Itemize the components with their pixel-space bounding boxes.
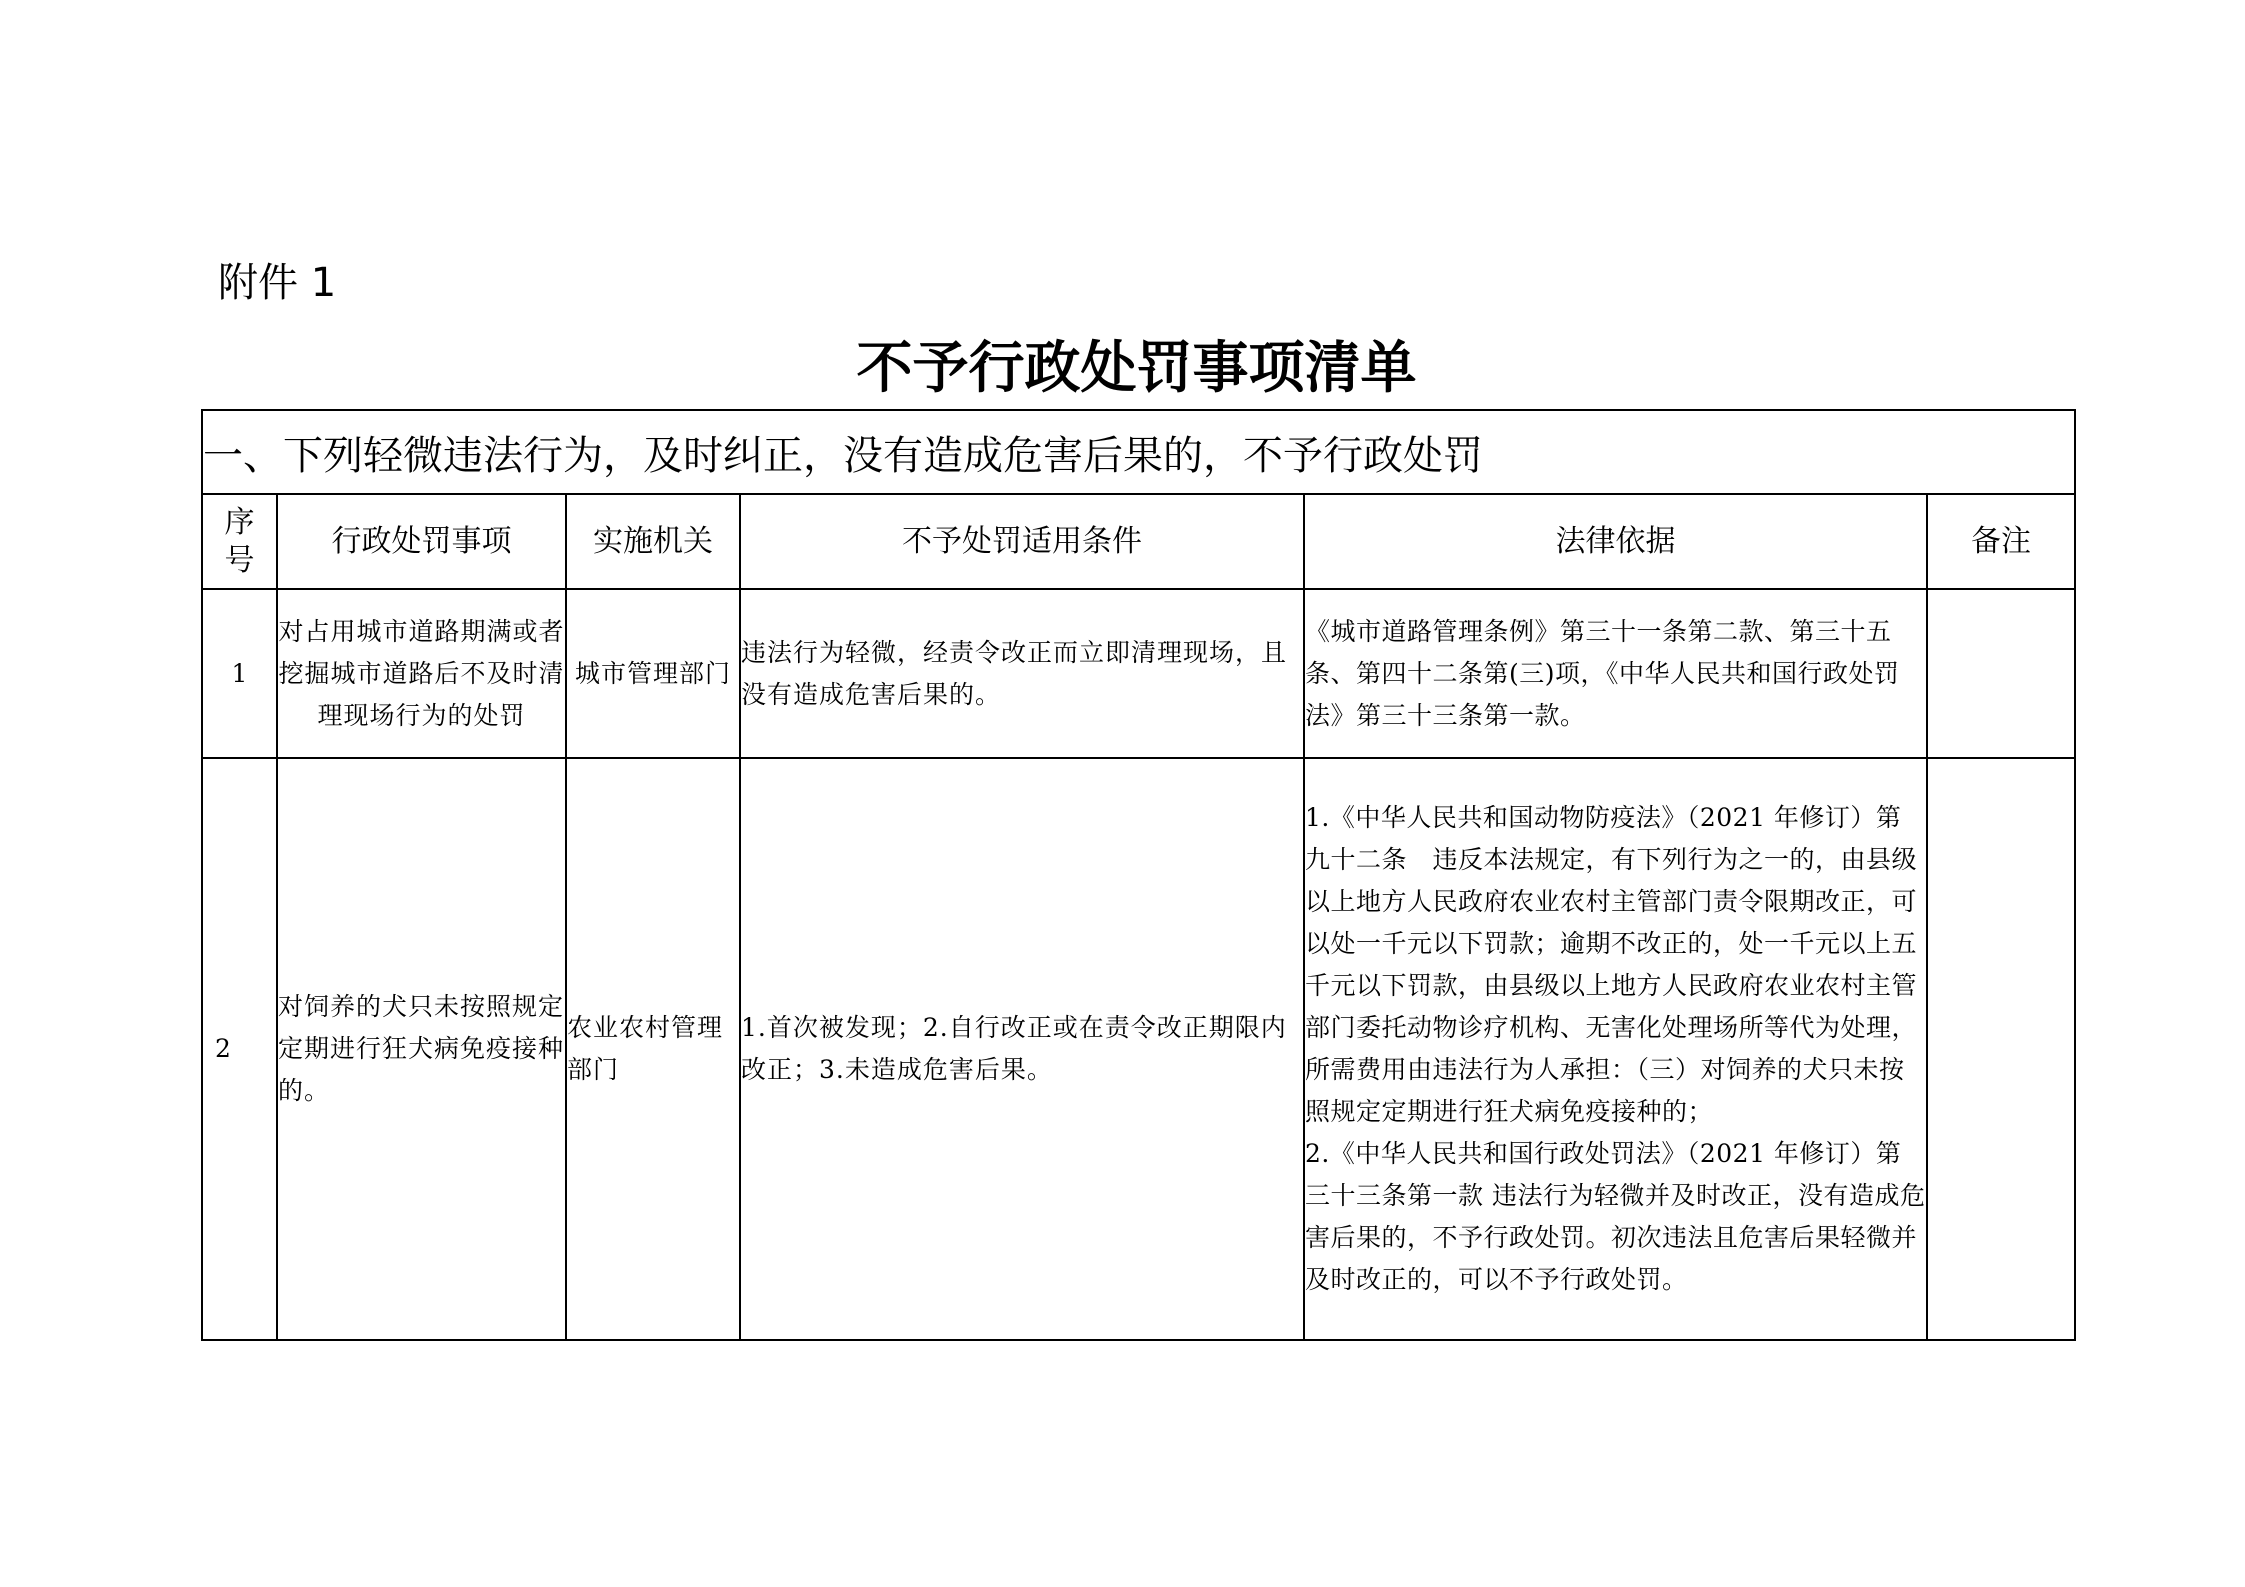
- document-title: 不予行政处罚事项清单: [856, 335, 1417, 401]
- row-conditions: 1.首次被发现；2.自行改正或在责令改正期限内改正；3.未造成危害后果。: [740, 758, 1304, 1340]
- row-legal-basis: [1304, 589, 1927, 758]
- column-header-basis: 法律依据: [1304, 494, 1927, 589]
- row-seq: 1: [202, 589, 277, 758]
- table-header-row: [202, 494, 2075, 589]
- row-agency: 农业农村管理部门: [566, 758, 740, 1340]
- row-remarks: [1927, 589, 2075, 758]
- attachment-label: 附件 1: [218, 260, 337, 306]
- column-header-remarks: 备注: [1927, 494, 2075, 589]
- row-item: 对饲养的犬只未按照规定定期进行狂犬病免疫接种的。: [277, 758, 566, 1340]
- row-item: 对占用城市道路期满或者挖掘城市道路后不及时清理现场行为的处罚: [277, 589, 566, 758]
- legal-basis-line: 1.《中华人民共和国动物防疫法》（2021 年修订）第九十二条 违反本法规定，有下列行为之一的，由县级以上地方人民政府农业农村主管部门责令限期改正，可以处一千元以下罚款；逾期不改正的，处一千元以上五千元以下罚款，由县级以上地方人民政府农业农村主管部门委托动物诊疗机构、无害化处理场所等代为处理，所需费用由违法行为人承担：（三）对饲养的犬只未按照规定定期进行狂犬病免疫接种的；: [1305, 803, 1918, 1126]
- row-conditions: 违法行为轻微，经责令改正而立即清理现场，且没有造成危害后果的。: [740, 589, 1304, 758]
- row-legal-basis: [1304, 758, 1927, 1340]
- legal-basis-line: 《城市道路管理条例》第三十一条第二款、第三十五条、第四十二条第(三)项，《中华人民共和国行政处罚法》第三十三条第一款。: [1305, 616, 1900, 730]
- column-header-conditions: 不予处罚适用条件: [740, 494, 1304, 589]
- section-heading: 一、下列轻微违法行为，及时纠正，没有造成危害后果的，不予行政处罚: [202, 410, 2075, 494]
- row-agency: 城市管理部门: [566, 589, 740, 758]
- table-row: [202, 589, 2075, 758]
- legal-basis-line: 2.《中华人民共和国行政处罚法》（2021 年修订）第三十三条第一款 违法行为轻微并及时改正，没有造成危害后果的，不予行政处罚。初次违法且危害后果轻微并及时改正的，可以不予行政处罚。: [1305, 1139, 1926, 1294]
- row-seq: 2: [202, 758, 277, 1340]
- column-header-agency: 实施机关: [566, 494, 740, 589]
- penalty-exemption-table: [201, 409, 2076, 1341]
- column-header-item: 行政处罚事项: [277, 494, 566, 589]
- row-remarks: [1927, 758, 2075, 1340]
- table-row: [202, 758, 2075, 1340]
- section-heading-row: [202, 410, 2075, 494]
- column-header-seq: [202, 494, 277, 589]
- column-header-seq-label: 序号: [224, 504, 255, 578]
